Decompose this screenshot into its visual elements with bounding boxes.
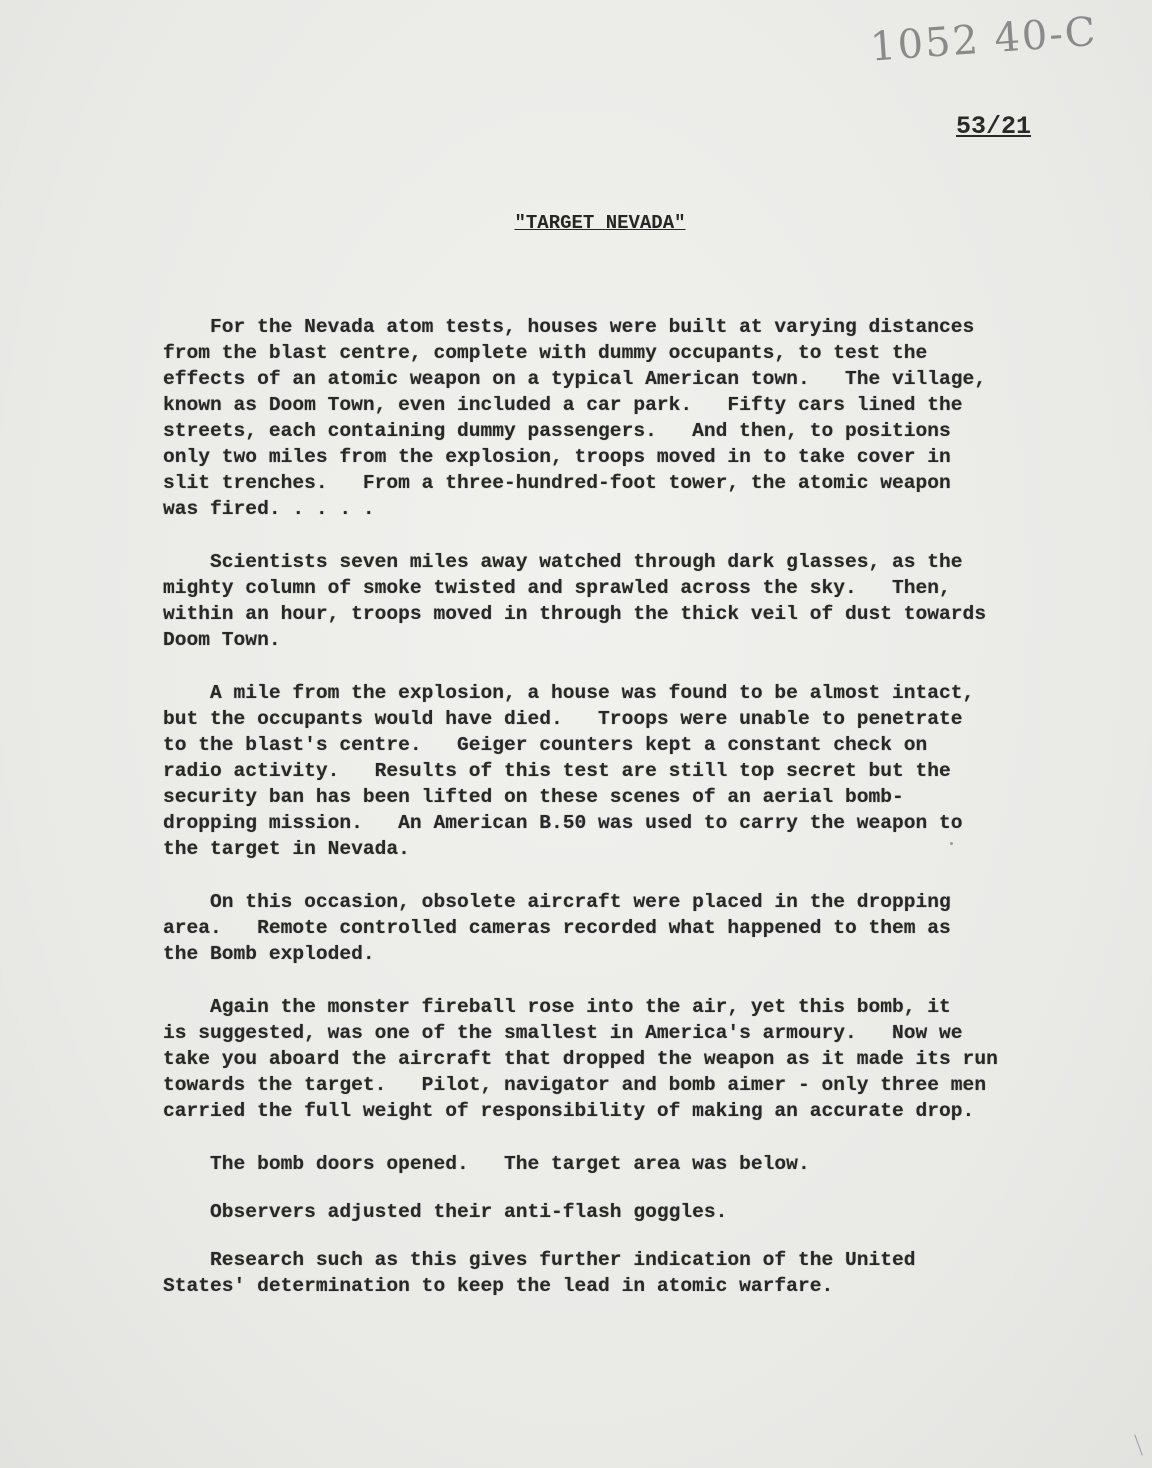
paragraph-observers: Observers adjusted their anti-flash goggles. (163, 1201, 728, 1223)
paragraph-obsolete-aircraft: On this occasion, obsolete aircraft were placed in the dropping area. Remote controlled cameras recorded what happened to them as the Bomb exploded. (163, 891, 951, 965)
paragraph-fireball: Again the monster fireball rose into the air, yet this bomb, it is suggested, was one of the smallest in America's armoury. Now we take you aboard the aircraft that dropped the weapon as it made its run towards the target. Pilot, navigator and bomb aimer - only three men carried the full weight of responsibility of making an accurate drop. (163, 996, 998, 1122)
document-body (163, 314, 1043, 1326)
stray-ink-mark (950, 842, 953, 845)
page-number: 53/21 (956, 112, 1032, 141)
stray-ink-mark (1134, 1434, 1142, 1455)
paragraph-scientists: Scientists seven miles away watched through dark glasses, as the mighty column of smoke twisted and sprawled across the sky. Then, within an hour, troops moved in through the thick veil of dust towards Doom Town. (163, 551, 987, 651)
paragraph-bomb-doors: The bomb doors opened. The target area was below. (163, 1153, 810, 1175)
handwritten-reference-number: 1052 40-C (868, 8, 1099, 71)
paragraph-research: Research such as this gives further indication of the United States' determination to keep the lead in atomic warfare. (163, 1249, 916, 1297)
paragraph-doom-town: For the Nevada atom tests, houses were built at varying distances from the blast centre, complete with dummy occupants, to test the effects of an atomic weapon on a typical American town. The village, known as Doom Town, even included a car park. Fifty cars lined the streets, each containing dummy passengers. And then, to positions only two miles from the explosion, troops moved in to take cover in slit trenches. From a three-hundred-foot tower, the atomic weapon was fired. . . . . (163, 316, 987, 520)
paragraph-house-intact: A mile from the explosion, a house was found to be almost intact, but the occupants would have died. Troops were unable to penetrate to the blast's centre. Geiger counters kept a constant check on radio activity. Results of this test are still top secret but the security ban has been lifted on these scenes of an aerial bomb- dropping mission. An American B.50 was used to carry the weapon to the target in Nevada. (163, 682, 975, 860)
document-title: "TARGET NEVADA" (514, 212, 686, 234)
